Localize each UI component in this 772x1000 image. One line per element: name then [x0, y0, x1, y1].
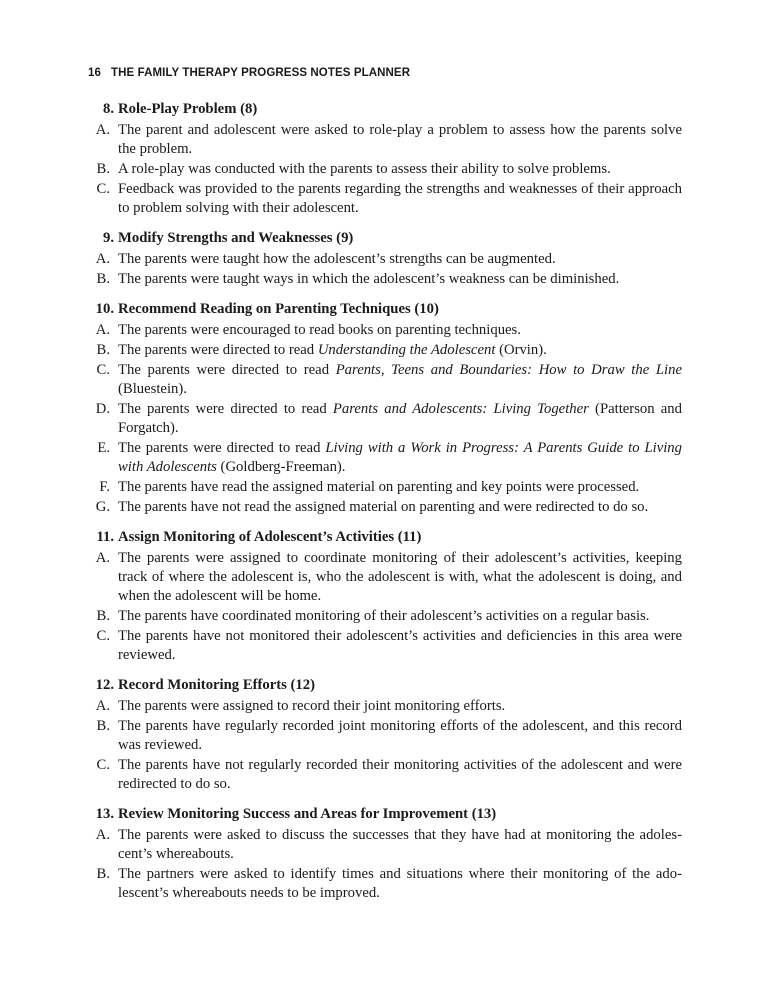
list-item	[86, 400, 682, 438]
item-text: The partners were asked to identify times and situations where their monitoring of the adolescent’s whereabouts needs to be improved.	[118, 866, 682, 901]
item-text	[118, 439, 682, 477]
list-item	[86, 121, 682, 159]
item-text: The parents were taught how the adolescent’s strengths can be augmented.	[118, 251, 556, 267]
section-modify-strengths	[86, 229, 682, 289]
list-item	[86, 478, 682, 497]
item-text: The parents have not read the assigned material on parenting and were redirected to do so.	[118, 499, 649, 515]
item-letter: B.	[96, 866, 110, 882]
item-letter: F.	[99, 479, 110, 495]
section-title: Role-Play Problem (8)	[118, 101, 258, 117]
list-item	[86, 756, 682, 794]
item-letter: C.	[96, 757, 110, 773]
book-title: Understanding the Adolescent	[317, 342, 496, 358]
section-number: 10.	[95, 301, 114, 317]
section-heading	[86, 528, 682, 547]
item-letter: A.	[95, 251, 110, 267]
item-letter: B.	[96, 161, 110, 177]
list-item	[86, 697, 682, 716]
item-letter: B.	[96, 271, 110, 287]
list-item	[86, 607, 682, 626]
item-text: The parents have read the assigned material on parenting and key points were processed.	[118, 479, 640, 495]
item-letter: C.	[96, 362, 110, 378]
item-text	[118, 400, 682, 438]
section-assign-monitoring	[86, 528, 682, 665]
item-text: The parents have not monitored their adolescent’s activities and deficiencies in this area were reviewed.	[118, 628, 682, 663]
item-text: Feedback was provided to the parents regarding the strengths and weaknesses of their approach to problem solving with their adolescent.	[118, 181, 682, 216]
book-author: (Orvin).	[495, 342, 547, 358]
section-number: 8.	[102, 101, 114, 117]
section-review-monitoring	[86, 805, 682, 903]
item-letter: A.	[95, 122, 110, 138]
list-item	[86, 361, 682, 399]
item-text	[118, 341, 682, 360]
section-heading	[86, 676, 682, 695]
item-text: The parent and adolescent were asked to role-play a problem to assess how the parents solve the problem.	[118, 122, 682, 157]
book-title: Living with a Work in Progress: A Parents Guide to Living with Adolescents	[118, 440, 682, 475]
list-item	[86, 549, 682, 606]
item-text: The parents were encouraged to read books on parenting techniques.	[118, 322, 521, 338]
item-letter: C.	[96, 628, 110, 644]
item-text-lead: The parents were directed to read	[118, 401, 333, 417]
book-author: (Bluestein).	[118, 381, 187, 397]
item-text-lead: The parents were directed to read	[118, 440, 326, 456]
section-recommend-reading	[86, 300, 682, 517]
list-item	[86, 717, 682, 755]
section-title: Assign Monitoring of Adolescent’s Activities (11)	[118, 529, 422, 545]
item-text-lead: The parents were directed to read	[118, 342, 318, 358]
list-item	[86, 321, 682, 340]
item-text: The parents were assigned to record their joint monitoring efforts.	[118, 698, 506, 714]
item-text: The parents have not regularly recorded their monitoring activities of the adolescent and were redirected to do so.	[118, 757, 682, 792]
item-letter: E.	[97, 440, 110, 456]
section-number: 13.	[95, 806, 114, 822]
book-title: Parents and Adolescents: Living Together	[332, 401, 589, 417]
section-heading	[86, 300, 682, 319]
section-title: Modify Strengths and Weaknesses (9)	[118, 230, 354, 246]
running-title: THE FAMILY THERAPY PROGRESS NOTES PLANNER	[111, 67, 411, 79]
item-letter: B.	[96, 718, 110, 734]
section-title: Review Monitoring Success and Areas for Improvement (13)	[118, 806, 497, 822]
item-text: The parents were taught ways in which the adolescent’s weakness can be diminished.	[118, 271, 620, 287]
item-text-lead: The parents were directed to read	[118, 362, 336, 378]
book-author: (Patterson and Forgatch).	[118, 401, 682, 436]
section-title: Recommend Reading on Parenting Techniques (10)	[118, 301, 439, 317]
section-number: 11.	[96, 529, 114, 545]
item-text: The parents have regularly recorded joint monitoring efforts of the adolescent, and this record was reviewed.	[118, 718, 682, 753]
section-role-play-problem	[86, 100, 682, 218]
item-text: The parents were asked to discuss the successes that they have had at monitoring the adolescent’s whereabouts.	[118, 827, 682, 862]
section-number: 12.	[95, 677, 114, 693]
item-letter: D.	[95, 401, 110, 417]
item-text: The parents have coordinated monitoring of their adolescent’s activities on a regular basis.	[118, 608, 650, 624]
page-body	[86, 100, 682, 914]
list-item	[86, 498, 682, 517]
book-author: (Goldberg-Freeman).	[216, 459, 346, 475]
list-item	[86, 160, 682, 179]
list-item	[86, 270, 682, 289]
item-letter: B.	[96, 608, 110, 624]
list-item	[86, 341, 682, 360]
list-item	[86, 865, 682, 903]
running-head	[88, 67, 410, 79]
page-number: 16	[88, 67, 101, 79]
list-item	[86, 250, 682, 269]
item-letter: C.	[96, 181, 110, 197]
item-letter: A.	[95, 550, 110, 566]
item-text: The parents were assigned to coordinate monitoring of their adolescent’s activities, keeping track of where the adolescent is, who the adolescent is with, what the adolescent is doing, and when the adolescent will be home.	[118, 550, 682, 604]
item-text: A role-play was conducted with the parents to assess their ability to solve problems.	[118, 161, 611, 177]
item-letter: G.	[95, 499, 110, 515]
list-item	[86, 439, 682, 477]
section-heading	[86, 100, 682, 119]
list-item	[86, 627, 682, 665]
section-heading	[86, 229, 682, 248]
item-letter: A.	[95, 698, 110, 714]
item-letter: A.	[95, 322, 110, 338]
section-heading	[86, 805, 682, 824]
item-letter: B.	[96, 342, 110, 358]
list-item	[86, 180, 682, 218]
section-number: 9.	[102, 230, 114, 246]
item-letter: A.	[95, 827, 110, 843]
section-title: Record Monitoring Efforts (12)	[118, 677, 316, 693]
list-item	[86, 826, 682, 864]
item-text	[118, 361, 682, 399]
book-title: Parents, Teens and Boundaries: How to Draw the Line	[335, 362, 682, 378]
section-record-monitoring	[86, 676, 682, 794]
